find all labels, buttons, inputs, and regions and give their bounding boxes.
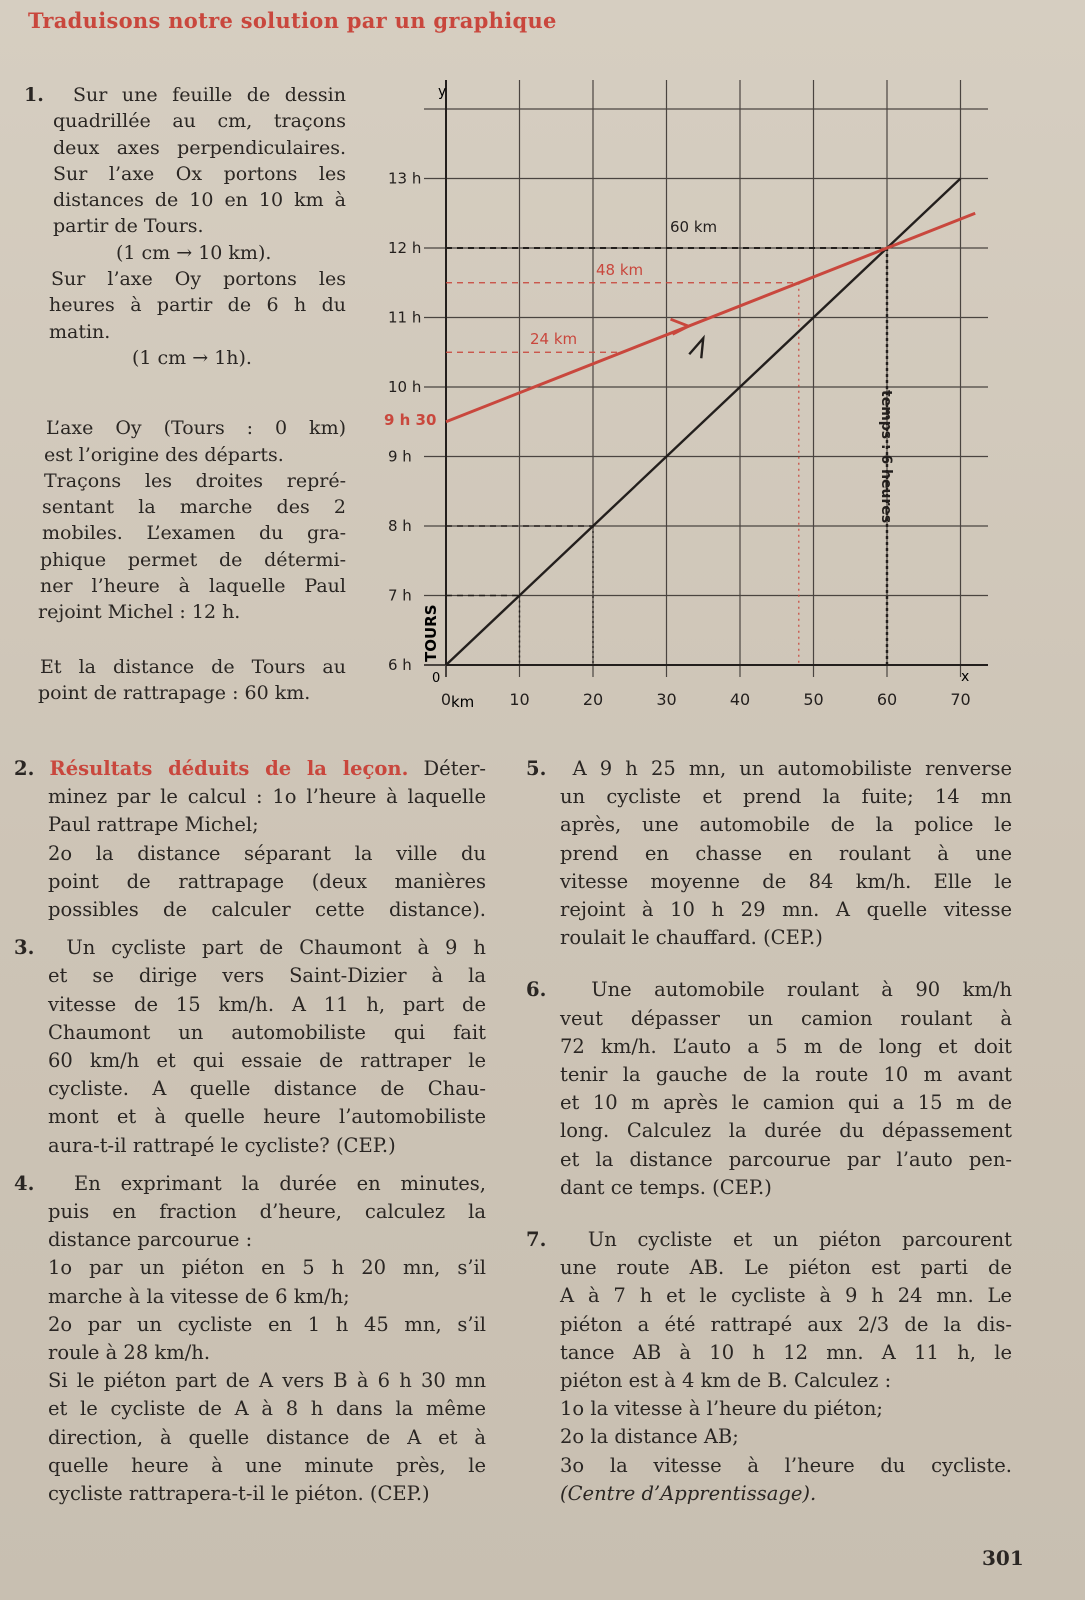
lesson-results-heading: Résultats déduits de la leçon. [49,757,409,780]
text-line: 72 km/h. L’auto a 5 m de long et doit [560,1034,1012,1058]
distance-time-graph [360,72,1020,732]
item-number: 5. [526,757,547,780]
text-line: mont et à quelle heure l’automobiliste [48,1105,486,1129]
text-line: deux axes perpendiculaires. [53,136,346,159]
text-line: Sur l’axe Ox portons les [53,162,346,185]
exercise-6 [526,976,1012,1202]
text-line: Traçons les droites repré- [44,469,346,492]
text-line: un cycliste et prend la fuite; 14 mn [560,785,1012,809]
text-line: 2o par un cycliste en 1 h 45 mn, s’il [48,1312,486,1336]
x-tick-label: 70 [950,690,971,709]
text-line: sentant la marche des 2 [42,496,346,519]
y-axis-letter: y [438,84,447,100]
text-line: cycliste rattrapera-t-il le piéton. (CEP.) [48,1482,430,1506]
item-number: 6. [526,978,547,1002]
text-line: aura-t-il rattrapé le cycliste? (CEP.) [48,1133,396,1157]
text-line: 2o la distance AB; [560,1425,739,1449]
page-number: 301 [982,1546,1024,1570]
grid [424,80,988,677]
text-line: puis en fraction d’heure, calculez la [48,1200,486,1224]
x-tick-label: 40 [729,690,751,709]
text-line: 60 km/h et qui essaie de rattraper le [48,1049,486,1073]
text-line: point de rattrapage : 60 km. [38,681,311,704]
text-line: prend en chasse en roulant à une [560,841,1012,865]
text-line: piéton est à 4 km de B. Calculez : [560,1369,892,1393]
text-line: distance parcourue : [48,1228,253,1252]
text-line: veut dépasser un camion roulant à [560,1006,1012,1030]
item-number: 3. [14,936,35,960]
x-unit-label: km [451,693,475,711]
text-line: et le cycliste de A à 8 h dans la même [48,1397,486,1421]
text-line: Une automobile roulant à 90 km/h [591,978,1013,1002]
black-series-arrow [689,338,703,358]
text-line: minez par le calcul : 1o l’heure à laquelle [48,785,486,809]
text-line [14,755,486,783]
red-start-label: 9 h 30 [384,411,437,429]
text-line: possibles de calculer cette distance). [48,898,486,922]
exercise-7 [526,1226,1012,1508]
text-line: ner l’heure à laquelle Paul [40,575,346,598]
text-line: Si le piéton part de A vers B à 6 h 30 mn [48,1369,486,1393]
exercise-3 [14,934,486,1160]
explanation-paragraph [24,82,346,706]
annotation-24km: 24 km [530,330,578,348]
text-line: est l’origine des départs. [44,443,284,466]
text-line [14,1170,486,1198]
text-line: quelle heure à une minute près, le [48,1453,486,1477]
y-tick-label: 9 h [388,447,412,466]
x-tick-label: 60 [876,690,898,709]
text-line: mobiles. L’examen du gra- [42,522,346,545]
text-line: et se dirige vers Saint-Dizier à la [48,964,486,988]
y-tick-label: 13 h [388,169,422,188]
text-line [526,976,1012,1004]
text-line: phique permet de détermi- [40,548,346,571]
text-line: tenir la gauche de la route 10 m avant [560,1063,1012,1087]
y-tick-label: 6 h [388,656,412,674]
text-line: Déter- [423,757,486,780]
text-line: En exprimant la durée en minutes, [74,1171,486,1195]
text-line: dant ce temps. (CEP.) [560,1175,772,1199]
text-line: marche à la vitesse de 6 km/h; [48,1284,350,1308]
text-line: Un cycliste part de Chaumont à 9 h [66,936,486,960]
text-line [526,1226,1012,1254]
text-line: (1 cm → 1h). [132,346,252,369]
text-line: (Centre d’Apprentissage). [560,1481,817,1505]
item-number: 2. [14,757,35,780]
text-line: 3o la vitesse à l’heure du cycliste. [560,1453,1012,1477]
y-tick-label: 12 h [388,239,422,257]
annotation-48km: 48 km [596,261,644,279]
y-tick-label: 11 h [388,308,422,327]
text-line: long. Calculez la durée du dépassement [560,1119,1012,1143]
text-line: rejoint à 10 h 29 mn. A quelle vitesse [560,898,1012,922]
x-tick-label: 20 [582,690,604,709]
text-line: 2o la distance séparant la ville du [48,841,486,865]
text-line: partir de Tours. [53,215,204,238]
text-line: Un cycliste et un piéton parcourent [587,1228,1012,1252]
y-tick-label: 7 h [388,586,412,605]
text-line: (1 cm → 10 km). [116,241,272,264]
annotation-60km: 60 km [670,218,718,236]
text-line: A 9 h 25 mn, un automobiliste renverse [572,757,1013,780]
exercises-left-column [14,755,486,1518]
text-line: piéton a été rattrapé aux 2/3 de la dis- [560,1312,1012,1336]
y-tick-label: 8 h [388,517,412,535]
x-tick-label: 10 [509,690,530,709]
text-line: Paul rattrape Michel; [48,813,259,837]
item-number: 7. [526,1228,547,1252]
text-line: vitesse moyenne de 84 km/h. Elle le [560,869,1012,893]
x-axis-letter: x [961,669,970,685]
text-line [14,934,486,962]
x-tick-label: 30 [656,690,677,709]
text-line: et la distance parcourue par l’auto pen- [560,1147,1012,1171]
tours-label: TOURS [422,604,440,662]
text-line [24,82,346,108]
text-line: roule à 28 km/h. [48,1341,211,1365]
text-line: A à 7 h et le cycliste à 9 h 24 mn. Le [560,1284,1012,1308]
text-line: direction, à quelle distance de A et à [48,1425,486,1449]
text-line: point de rattrapage (deux manières [48,869,486,893]
text-line: et 10 m après le camion qui a 15 m de [560,1091,1012,1115]
exercise-5 [526,755,1012,952]
text-line: L’axe Oy (Tours : 0 km) [46,417,346,440]
annotations [384,218,894,523]
x-tick-label: 0 [440,690,452,709]
text-line: Sur une feuille de dessin [73,84,346,106]
text-line: 1o par un piéton en 5 h 20 mn, s’il [48,1256,486,1280]
text-line: une route AB. Le piéton est parti de [560,1256,1012,1280]
exercise-2 [14,755,486,924]
series-lines [446,179,975,666]
text-line: Sur l’axe Oy portons les [51,268,346,291]
text-line: tance AB à 10 h 12 mn. A 11 h, le [560,1340,1012,1364]
text-line [526,755,1012,783]
text-line: cycliste. A quelle distance de Chau- [48,1077,486,1101]
text-line: après, une automobile de la police le [560,813,1012,837]
exercise-4 [14,1170,486,1508]
annotation-temps: temps : 6 heures [878,390,894,524]
text-line: heures à partir de 6 h du [49,294,346,317]
text-line: 1o la vitesse à l’heure du piéton; [560,1397,883,1421]
text-line: Et la distance de Tours au [40,655,346,678]
item-number: 4. [14,1171,35,1195]
text-line: matin. [49,320,111,343]
text-line: rejoint Michel : 12 h. [38,601,241,624]
text-line: roulait le chauffard. (CEP.) [560,926,823,950]
text-line: vitesse de 15 km/h. A 11 h, part de [48,992,486,1016]
y-tick-label: 10 h [388,378,422,396]
exercises-right-column [526,755,1012,1518]
section-title: Traduisons notre solution par un graphique [28,8,557,33]
text-line: quadrillée au cm, traçons [53,110,346,133]
text-line: distances de 10 en 10 km à [53,189,346,212]
item-number: 1. [24,84,44,106]
x-tick-label: 50 [803,690,824,709]
origin-label: 0 [432,671,441,686]
text-line: Chaumont un automobiliste qui fait [48,1020,486,1044]
